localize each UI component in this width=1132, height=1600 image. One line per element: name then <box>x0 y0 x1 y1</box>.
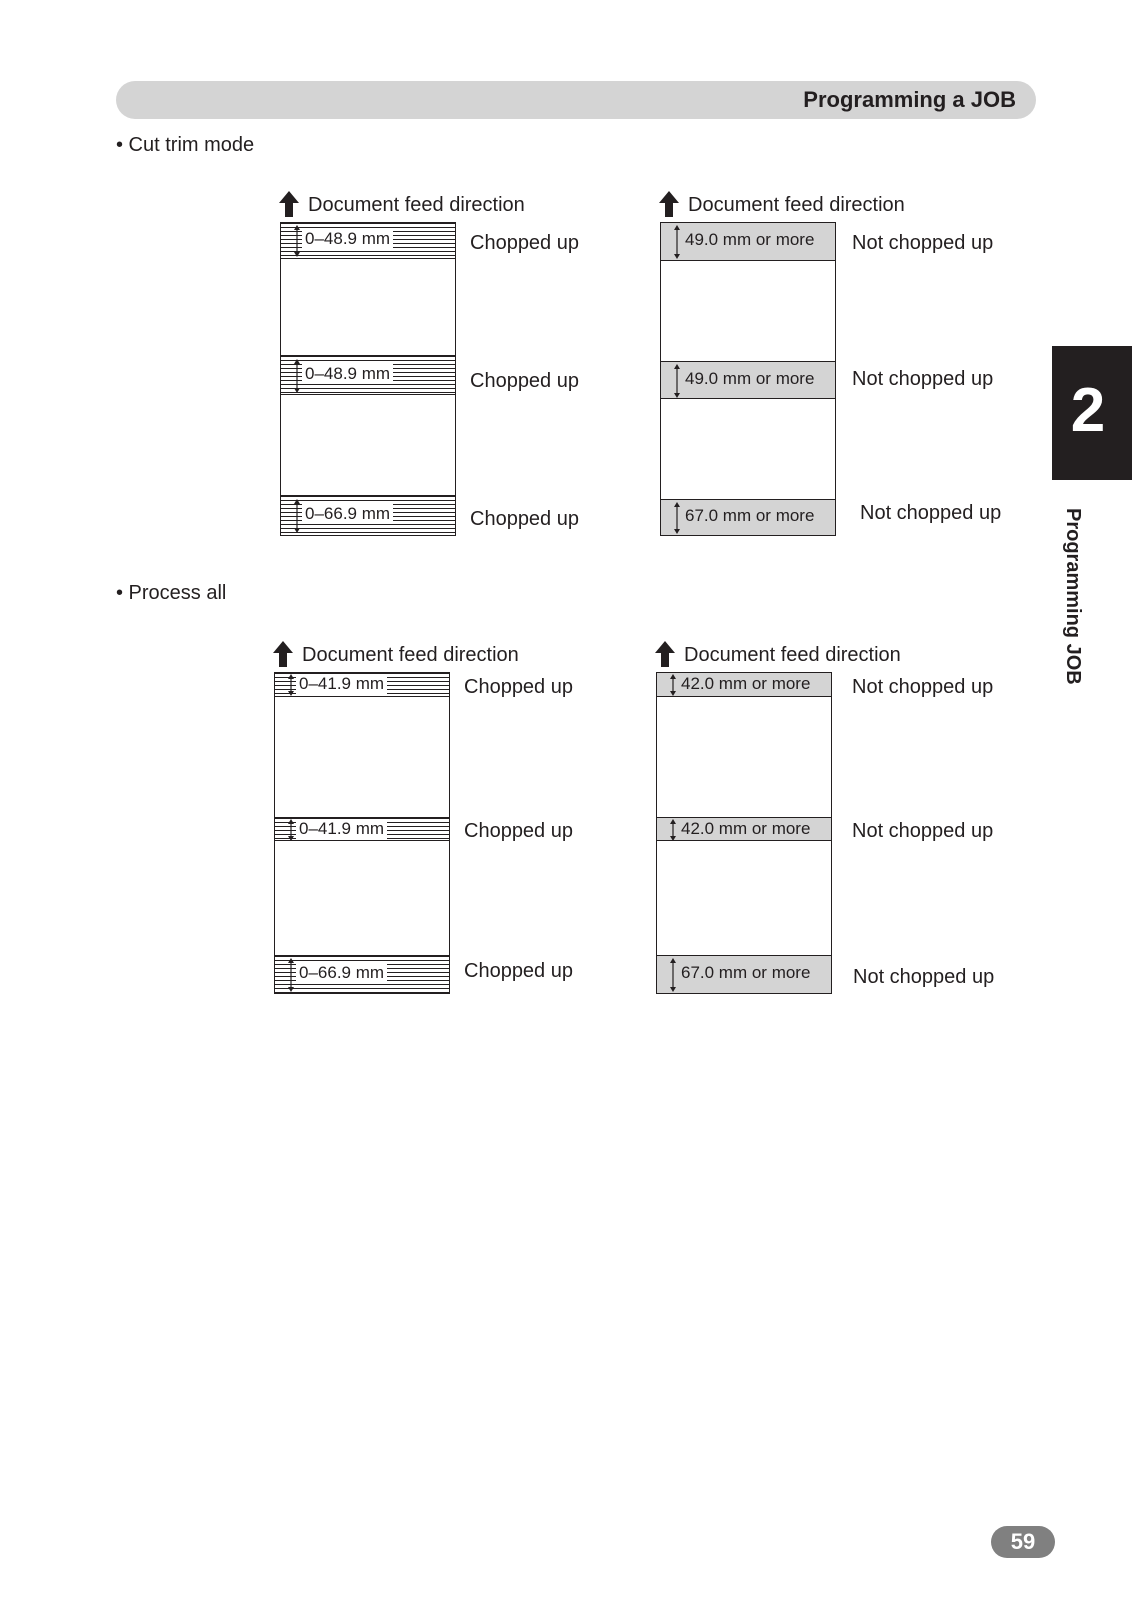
document-sheet <box>660 222 836 536</box>
chapter-tab <box>1052 346 1132 480</box>
band-outcome-label: Chopped up <box>470 508 579 530</box>
dimension-arrow-icon <box>673 502 681 534</box>
document-sheet <box>274 672 450 994</box>
dimension-arrow-icon <box>669 958 677 992</box>
up-arrow-icon <box>278 190 300 218</box>
dimension-arrow-icon <box>287 674 295 696</box>
band-outcome-label: Chopped up <box>470 370 579 392</box>
section-label-cut-trim: • Cut trim mode <box>116 134 255 156</box>
band-outcome-label: Chopped up <box>464 676 573 698</box>
band-outcome-label: Chopped up <box>470 232 579 254</box>
trim-band-bottom <box>281 495 455 535</box>
band-outcome-label: Not chopped up <box>860 502 1002 524</box>
chapter-number: 2 <box>1070 376 1106 445</box>
up-arrow-icon <box>658 190 680 218</box>
up-arrow-icon <box>654 640 676 668</box>
up-arrow-icon <box>272 640 294 668</box>
band-size-label: 42.0 mm or more <box>681 674 811 693</box>
band-size-label: 67.0 mm or more <box>681 963 811 982</box>
header-bar <box>116 81 1036 119</box>
diagram-cut-trim-not-chopped <box>658 190 1018 546</box>
band-size-label: 0–48.9 mm <box>302 229 393 249</box>
trim-band-bottom <box>275 955 449 993</box>
dimension-arrow-icon <box>293 359 301 393</box>
band-outcome-label: Not chopped up <box>853 966 995 988</box>
chapter-title-vertical: Programming JOB <box>1062 508 1084 685</box>
dimension-arrow-icon <box>669 819 677 841</box>
feed-direction-label: Document feed direction <box>688 194 905 216</box>
band-outcome-label: Not chopped up <box>852 368 994 390</box>
band-outcome-label: Not chopped up <box>852 232 994 254</box>
dimension-arrow-icon <box>287 958 295 992</box>
trim-band-top <box>275 673 449 697</box>
trim-band-top <box>661 223 835 261</box>
section-label-process-all: • Process all <box>116 582 227 604</box>
band-outcome-label: Not chopped up <box>852 820 994 842</box>
document-sheet <box>280 222 456 536</box>
trim-band-middle <box>657 817 831 841</box>
trim-band-bottom <box>657 955 831 993</box>
band-size-label: 0–66.9 mm <box>302 504 393 524</box>
page-number: 59 <box>991 1526 1055 1558</box>
band-size-label: 42.0 mm or more <box>681 819 811 838</box>
trim-band-middle <box>661 361 835 399</box>
feed-direction-label: Document feed direction <box>302 644 519 666</box>
trim-band-top <box>281 223 455 259</box>
band-size-label: 0–48.9 mm <box>302 364 393 384</box>
trim-band-middle <box>275 817 449 841</box>
diagram-cut-trim-chopped <box>278 190 608 546</box>
dimension-arrow-icon <box>673 225 681 259</box>
dimension-arrow-icon <box>293 499 301 533</box>
dimension-arrow-icon <box>669 674 677 696</box>
diagram-process-all-not-chopped <box>654 640 1014 996</box>
page-title: Programming a JOB <box>803 87 1016 112</box>
band-size-label: 0–66.9 mm <box>296 963 387 983</box>
dimension-arrow-icon <box>287 819 295 841</box>
feed-direction-label: Document feed direction <box>308 194 525 216</box>
band-size-label: 0–41.9 mm <box>296 674 387 694</box>
band-outcome-label: Chopped up <box>464 820 573 842</box>
dimension-arrow-icon <box>673 364 681 398</box>
trim-band-top <box>657 673 831 697</box>
diagram-process-all-chopped <box>272 640 602 996</box>
dimension-arrow-icon <box>293 225 301 257</box>
band-size-label: 0–41.9 mm <box>296 819 387 839</box>
band-outcome-label: Chopped up <box>464 960 573 982</box>
band-size-label: 67.0 mm or more <box>685 506 815 525</box>
document-sheet <box>656 672 832 994</box>
band-size-label: 49.0 mm or more <box>685 230 815 249</box>
band-size-label: 49.0 mm or more <box>685 369 815 388</box>
trim-band-bottom <box>661 499 835 535</box>
band-outcome-label: Not chopped up <box>852 676 994 698</box>
trim-band-middle <box>281 355 455 395</box>
feed-direction-label: Document feed direction <box>684 644 901 666</box>
